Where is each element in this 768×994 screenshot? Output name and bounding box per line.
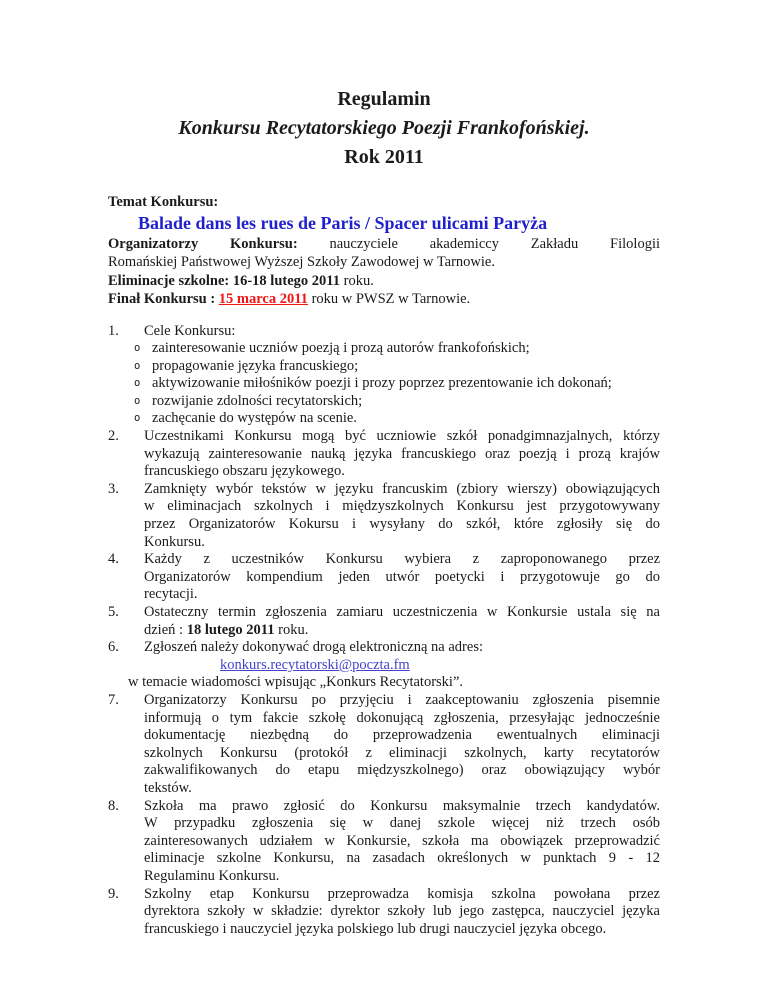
email-line [144,657,660,675]
doc-title: Regulamin [337,88,431,110]
final-line [108,290,660,309]
text-line: szkolnych Konkursu (protokół z eliminacji szkolnych, karty recytatorów [144,744,660,761]
organizers-label: Organizatorzy Konkursu: [108,235,298,252]
rule-text [144,551,660,604]
circle-bullet-icon: o [134,359,141,372]
rule-number: 5. [108,604,119,620]
text-line: Organizatorzy Konkursu po przyjęciu i zaakceptowaniu zgłoszenia pisemnie [144,691,660,708]
text-line: tekstów. [144,779,192,796]
rule-number: 9. [108,885,119,902]
document-header [108,88,660,168]
text-line: zainteresowanych udziałem w Konkursie, szkoła ma obowiązek przeprowadzić [144,832,660,849]
rule-item-5 [108,604,660,639]
text-line: w temacie wiadomości wpisując „Konkurs Recytatorski”. [128,674,464,691]
text-line: informują o tym fakcie szkołę dokonującą zgłoszenia, przesyłając jednocześnie [144,709,660,726]
final-date: 15 marca 2011 [218,291,308,307]
text-line: Zgłoszeń należy dokonywać drogą elektroniczną na adres: [144,639,483,656]
intro-block [108,193,660,309]
deadline-pre: dzień : [144,621,187,638]
rule-text [144,798,660,886]
goal-bullet [134,340,660,358]
rule-number: 6. [108,639,119,656]
rule-text [144,886,660,939]
rule-item-3 [108,481,660,551]
rule-text [144,692,660,798]
circle-bullet-icon: o [134,412,141,425]
text-line: zakwalifikowanych do etapu międzyszkolnego) oraz obowiązujący wybór [144,762,660,779]
goal-text: zachęcanie do występów na scenie. [152,410,357,427]
text-line: francuskiego i nauczyciel języka polskiego lub drugi nauczyciel języka obcego. [144,920,607,937]
rule-number: 1. [108,322,119,339]
circle-bullet-icon: o [134,394,141,407]
rule-number: 8. [108,797,119,814]
goal-bullet [134,358,660,376]
rule-text [144,481,660,551]
rule-item-9 [108,886,660,939]
final-label: Finał Konkursu : [108,291,219,307]
rule-intro-line: Cele Konkursu: [144,322,236,339]
rule-item-7 [108,692,660,798]
eliminations-rest: roku. [340,272,374,289]
eliminations-label: Eliminacje szkolne: 16-18 lutego 2011 [108,272,340,289]
document-page [108,88,660,938]
organizers-line-2: Romańskiej Państwowej Wyższej Szkoły Zawodowej w Tarnowie. [108,254,495,270]
text-line: W przypadku zgłoszenia się w danej szkole więcej niż trzech osób [144,815,660,832]
contest-theme: Balade dans les rues de Paris / Spacer ulicami Paryża [138,212,548,233]
rule-item-2 [108,428,660,481]
goal-bullet [134,375,660,393]
rule-item-6 [108,639,660,692]
doc-subtitle: Konkursu Recytatorskiego Poezji Frankofońskiej. [178,117,590,139]
doc-year: Rok 2011 [344,146,424,168]
rule-number: 2. [108,428,119,445]
text-line: francuskiego obszaru językowego. [144,463,345,480]
theme-label: Temat Konkursu: [108,194,219,210]
text-line: wykazują zainteresowanie nauką języka francuskiego oraz poezją i prozą krajów [144,445,660,462]
eliminations-line [108,272,660,291]
deadline-post: roku. [274,621,309,638]
organizers-text: nauczyciele akademiccy Zakładu Filologii [329,235,660,252]
text-line: Regulaminu Konkursu. [144,867,280,884]
text-line: dyrektora szkoły w składzie: dyrektor szkoły lub jego zastępca, nauczyciel języka [144,903,660,920]
text-line: Szkolny etap Konkursu przeprowadza komisja szkolna powołana przez [144,885,660,902]
rule-item-8 [108,798,660,886]
text-line: eliminacje szkolne Konkursu, na zasadach określonych w punktach 9 - 12 [144,850,660,867]
goal-text: propagowanie języka francuskiego; [152,357,359,374]
rule-text [134,322,660,429]
goal-text: rozwijanie zdolności recytatorskich; [152,392,363,409]
circle-bullet-icon: o [134,342,141,355]
rule-text [144,604,660,639]
organizers-line-1 [108,235,660,254]
circle-bullet-icon: o [134,377,141,390]
final-rest: roku w PWSZ w Tarnowie. [307,291,471,307]
goal-text: zainteresowanie uczniów poezją i prozą autorów frankofońskich; [152,340,530,357]
text-line: Szkoła ma prawo zgłosić do Konkursu maksymalnie trzech kandydatów. [144,797,660,814]
text-line: Konkursu. [144,533,205,550]
text-line: Uczestnikami Konkursu mogą być uczniowie szkół ponadgimnazjalnych, którzy [144,428,660,445]
rule-number: 7. [108,691,119,708]
rule-number: 3. [108,480,119,497]
goal-bullet [134,410,660,428]
rules-list [108,323,660,939]
text-line [144,622,660,640]
text-line: w eliminacjach szkolnych i międzyszkolnych Konkursu jest przygotowywany [144,498,660,515]
text-line: Zamknięty wybór tekstów w języku francuskim (zbiory wierszy) obowiązujących [144,480,660,497]
text-line: dokumentację niezbędną do przeprowadzenia ewentualnych eliminacji [144,727,660,744]
text-line: przez Organizatorów Kokursu i wysyłany do szkół, które zgłosiły się do [144,516,660,533]
email-link[interactable]: konkurs.recytatorski@poczta.fm [220,656,410,673]
text-line: Organizatorów kompendium jeden utwór poetycki i przygotowuje go do [144,568,660,585]
rule-item-1 [108,323,660,429]
rule-number: 4. [108,551,119,568]
text-line: Ostateczny termin zgłoszenia zamiaru uczestniczenia w Konkursie ustala się na [144,604,660,620]
text-line: Każdy z uczestników Konkursu wybiera z zaproponowanego przez [144,551,660,568]
text-line: recytacji. [144,586,198,603]
rule-text [128,639,660,692]
rule-item-4 [108,551,660,604]
rule-text [144,428,660,481]
goal-bullet [134,393,660,411]
deadline-date: 18 lutego 2011 [186,621,275,638]
goal-text: aktywizowanie miłośników poezji i prozy poprzez prezentowanie ich dokonań; [152,375,612,392]
